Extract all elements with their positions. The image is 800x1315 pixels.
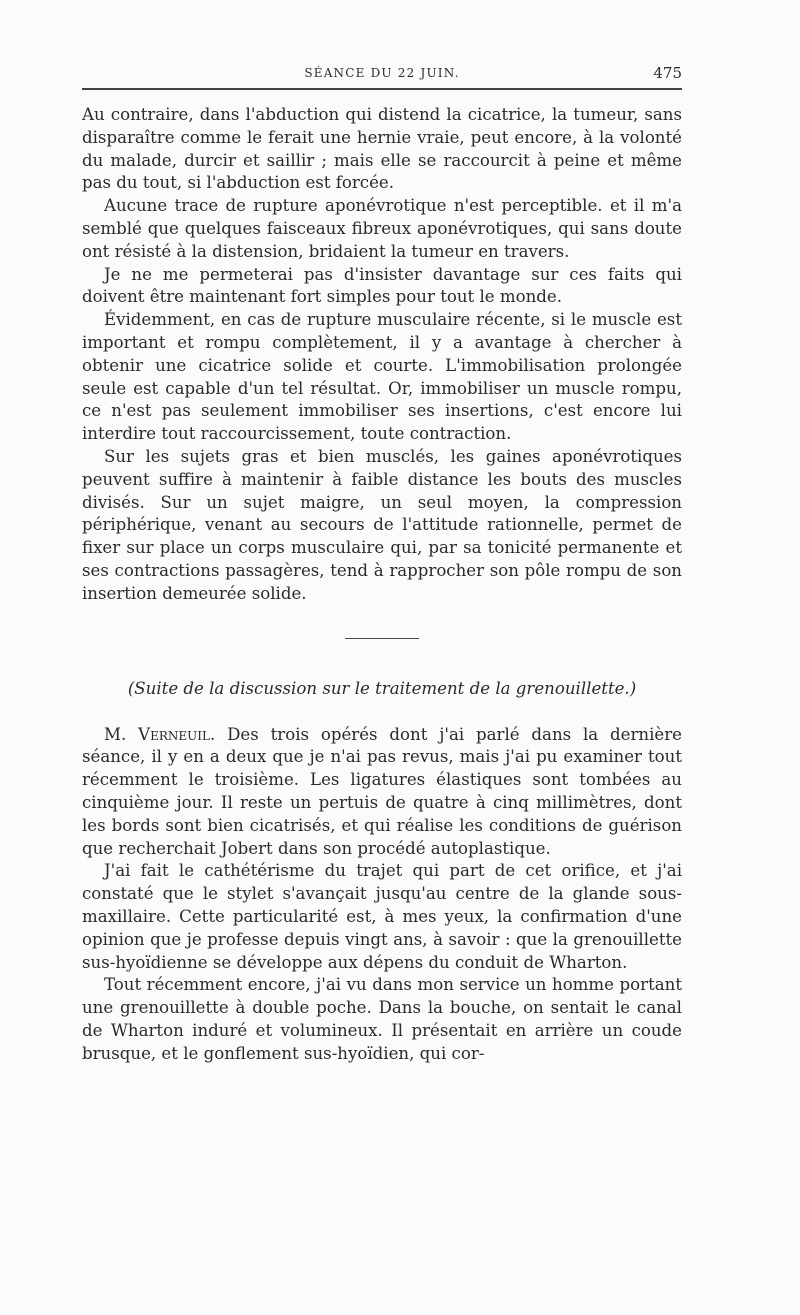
section-title: (Suite de la discussion sur le traitement de la grenouillette.): [127, 678, 637, 698]
speaker-name: M. Verneuil.: [104, 724, 216, 744]
paragraph: Je ne me permeterai pas d'insister davantage sur ces faits qui doivent être maintenant fort simples pour tout le monde.: [82, 264, 682, 307]
running-header: [82, 62, 682, 90]
page-number: 475: [653, 64, 682, 82]
paragraph: Évidemment, en cas de rupture musculaire récente, si le muscle est important et rompu complètement, il y a avantage à chercher à obtenir une cicatrice solide et courte. L'immobilisation prolongée seule est capable d'un tel résultat. Or, immobiliser un muscle rompu, ce n'est pas seulement immobiliser ses insertions, c'est encore lui interdire tout raccourcissement, toute contraction.: [82, 310, 682, 444]
paragraph: Tout récemment encore, j'ai vu dans mon service un homme portant une grenouillette à double poche. Dans la bouche, on sentait le canal de Wharton induré et volumineux. Il présentait en arrière un coude brusque, et le gonflement sus-hyoïdien, qui cor-: [82, 975, 682, 1063]
paragraph: J'ai fait le cathétérisme du trajet qui part de cet orifice, et j'ai constaté que le stylet s'avançait jusqu'au centre de la glande sous-maxillaire. Cette particularité est, à mes yeux, la confirmation d'une opinion que je professe depuis vingt ans, à savoir : que la grenouillette sus-hyoïdienne se développe aux dépens du conduit de Wharton.: [82, 861, 682, 972]
paragraph: [82, 724, 682, 861]
running-title: SÉANCE DU 22 JUIN.: [304, 66, 460, 80]
paragraph: Sur les sujets gras et bien musclés, les gaines aponévrotiques peuvent suffire à maintenir à faible distance les bouts des muscles divisés. Sur un sujet maigre, un seul moyen, la compression périphérique, venant au secours de l'attitude rationnelle, permet de fixer sur place un corps musculaire qui, par sa tonicité permanente et ses contractions passagères, tend à rapprocher son pôle rompu de son insertion demeurée solide.: [82, 446, 682, 603]
paragraph: Au contraire, dans l'abduction qui distend la cicatrice, la tumeur, sans disparaître comme le ferait une hernie vraie, peut encore, à la volonté du malade, durcir et saillir ; mais elle se raccourcit à peine et même pas du tout, si l'abduction est forcée.: [82, 105, 682, 193]
body-text-part1: [82, 104, 682, 606]
paragraph-text: Des trois opérés dont j'ai parlé dans la dernière séance, il y en a deux que je n'ai pas revus, mais j'ai pu examiner tout récemment le troisième. Les ligatures élastiques sont tombées au cinquième jour. Il reste un pertuis de quatre à cinq millimètres, dont les bords sont bien cicatrisés, et qui réalise les conditions de guérison que recherchait Jobert dans son procédé autoplastique.: [82, 724, 682, 858]
body-text-part2: [82, 724, 682, 1066]
paragraph: Aucune trace de rupture aponévrotique n'est perceptible. et il m'a semblé que quelques faisceaux fibreux aponévrotiques, qui sans doute ont résisté à la distension, bridaient la tumeur en travers.: [82, 196, 682, 261]
section-divider: [345, 638, 419, 639]
page: [82, 62, 682, 1065]
